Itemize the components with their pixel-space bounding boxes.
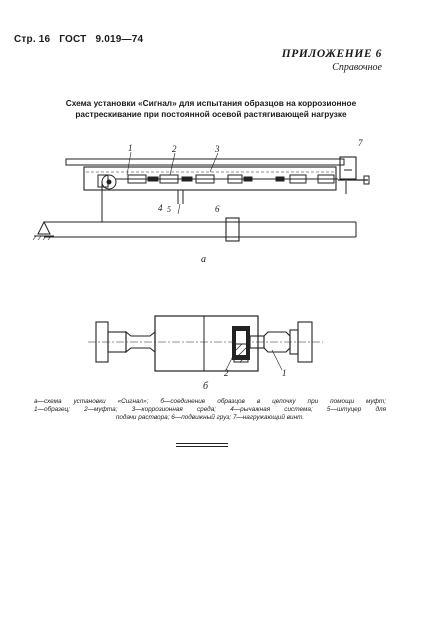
- end-rule-top: [176, 443, 228, 444]
- leader-5: [178, 204, 180, 214]
- fig-a-label-3: 3: [215, 144, 220, 154]
- end-rule-bottom: [176, 446, 228, 447]
- fig-a-label-6: 6: [215, 204, 220, 214]
- page-number: Стр. 16: [14, 34, 51, 45]
- fig-b-label-2: 2: [224, 368, 229, 378]
- fig-a-label-1: 1: [128, 143, 133, 153]
- legend-line-2: 1—образец; 2—муфта; 3—коррозионная среда; 4—рычажная система; 5—штуцер для: [34, 406, 386, 414]
- fig-a-label-5: 5: [167, 205, 171, 214]
- figure-title-line-1: Схема установки «Сигнал» для испытания образцов на коррозионное: [65, 98, 357, 108]
- leader-1: [127, 152, 131, 175]
- legend-line-1: а—схема установки «Сигнал»; б—соединение образцов в цепочку при помощи муфт;: [34, 398, 386, 405]
- appendix-title: ПРИЛОЖЕНИЕ 6: [281, 48, 382, 60]
- figure-a-caption: а: [201, 254, 206, 265]
- lever-pivot: [38, 222, 50, 234]
- standard-number: 9.019—74: [95, 34, 144, 45]
- figure-legend: [34, 398, 386, 423]
- ground-hatch-2: [38, 236, 41, 240]
- figure-a-drawing: [33, 152, 369, 241]
- specimen-2: [182, 177, 192, 181]
- fig-a-label-2: 2: [172, 144, 177, 154]
- figure-b-caption: б: [203, 381, 209, 392]
- insert-bore: [236, 331, 246, 355]
- figure-b-drawing: [88, 316, 323, 371]
- figure-title-line-2: растрескивание при постоянной осевой растягивающей нагрузке: [75, 109, 347, 119]
- leader-b-1: [272, 350, 282, 370]
- specimen-1: [148, 177, 158, 181]
- ground-hatch-1: [33, 236, 36, 240]
- specimen-3: [244, 177, 252, 181]
- specimen-4: [276, 177, 284, 181]
- frame-beam: [66, 159, 344, 165]
- screw-housing: [340, 157, 356, 179]
- fig-b-label-1: 1: [282, 368, 287, 378]
- standard-label: ГОСТ: [59, 34, 87, 45]
- leader-3: [210, 153, 218, 172]
- legend-line-3: подачи раствора; 6—подвижный груз; 7—нагружающий винт.: [115, 414, 305, 422]
- fig-a-label-4: 4: [158, 203, 163, 213]
- fig-a-label-7: 7: [358, 138, 363, 148]
- appendix-subtitle: Справочное: [332, 62, 382, 73]
